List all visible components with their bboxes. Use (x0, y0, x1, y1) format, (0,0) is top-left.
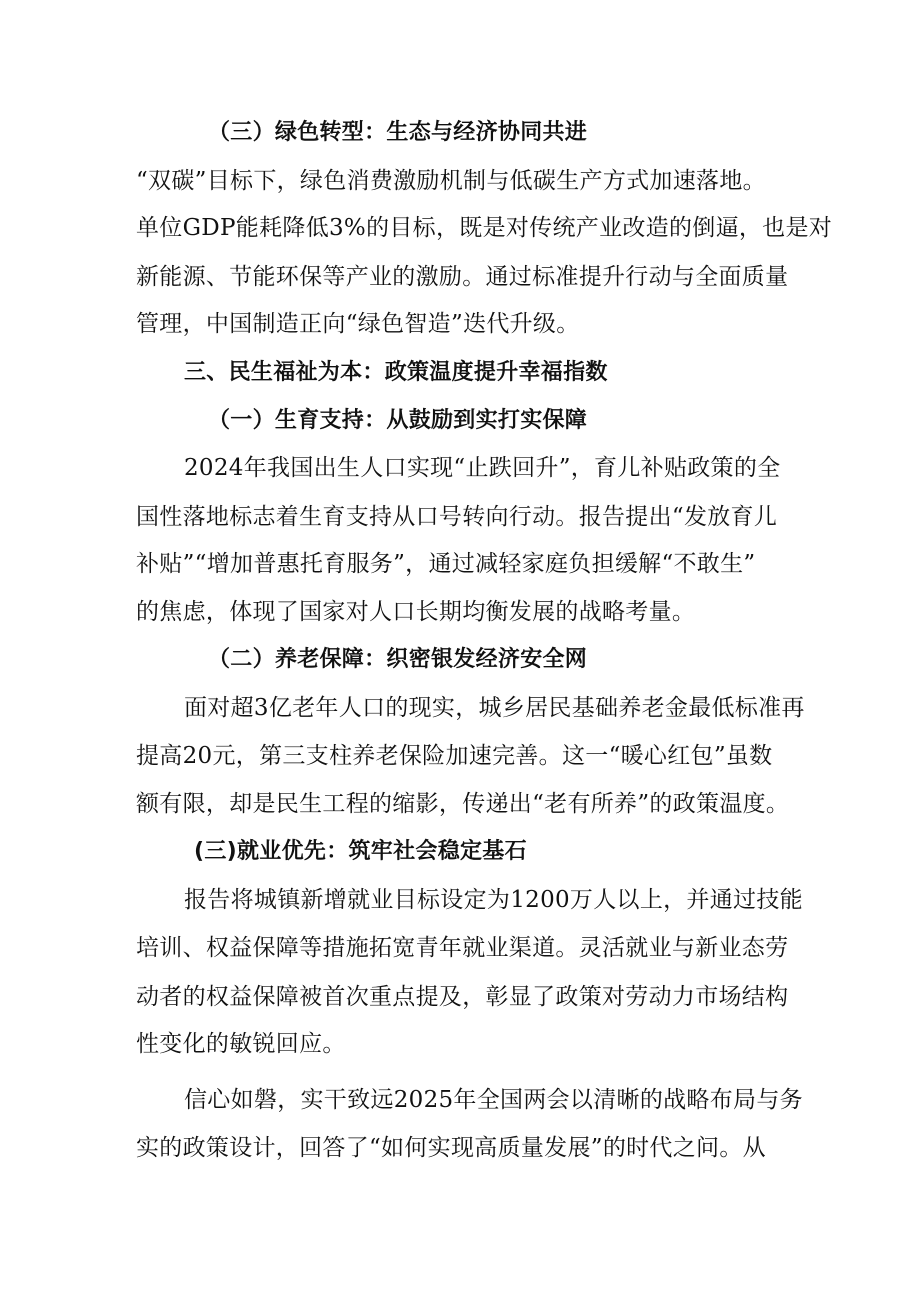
paragraph-line: 信心如磐，实干致远2025年全国两会以清晰的战略布局与务 (184, 1087, 803, 1113)
paragraph-line: 实的政策设计，回答了“如何实现高质量发展”的时代之问。从 (136, 1135, 766, 1161)
paragraph-line: 单位GDP能耗降低3%的目标，既是对传统产业改造的倒逼，也是对 (136, 215, 833, 241)
paragraph-line: 额有限，却是民生工程的缩影，传递出“老有所养”的政策温度。 (136, 791, 790, 817)
heading-birth-support: （一）生育支持：从鼓励到实打实保障 (208, 408, 588, 433)
paragraph-line: 的焦虑，体现了国家对人口长期均衡发展的战略考量。 (136, 599, 696, 625)
heading-employment: (三)就业优先：筑牢社会稳定基石 (194, 839, 527, 864)
paragraph-line: 性变化的敏锐回应。 (136, 1031, 346, 1057)
paragraph-line: 面对超3亿老年人口的现实，城乡居民基础养老金最低标准再 (184, 695, 805, 721)
paragraph-line: 新能源、节能环保等产业的激励。通过标准提升行动与全面质量 (136, 264, 789, 290)
paragraph-line: 提高20元，第三支柱养老保险加速完善。这一“暖心红包”虽数 (136, 743, 773, 769)
paragraph-line: 补贴”“增加普惠托育服务”，通过减轻家庭负担缓解“不敢生” (136, 551, 756, 577)
paragraph-line: 国性落地标志着生育支持从口号转向行动。报告提出“发放育儿 (136, 504, 778, 530)
paragraph-line: 报告将城镇新增就业目标设定为1200万人以上，并通过技能 (184, 887, 803, 913)
heading-pension: （二）养老保障：织密银发经济安全网 (208, 647, 588, 672)
paragraph-line: 动者的权益保障被首次重点提及，彰显了政策对劳动力市场结构 (136, 984, 789, 1010)
heading-green-transition: （三）绿色转型：生态与经济协同共进 (208, 120, 588, 145)
paragraph-line: 管理，中国制造正向“绿色智造”迭代升级。 (136, 311, 580, 337)
paragraph-line: 培训、权益保障等措施拓宽青年就业渠道。灵活就业与新业态劳 (136, 935, 789, 961)
paragraph-line: “双碳”目标下，绿色消费激励机制与低碳生产方式加速落地。 (136, 168, 766, 194)
paragraph-line: 2024年我国出生人口实现“止跌回升”，育儿补贴政策的全 (184, 455, 781, 481)
heading-section-three: 三、民生福祉为本：政策温度提升幸福指数 (184, 360, 608, 385)
